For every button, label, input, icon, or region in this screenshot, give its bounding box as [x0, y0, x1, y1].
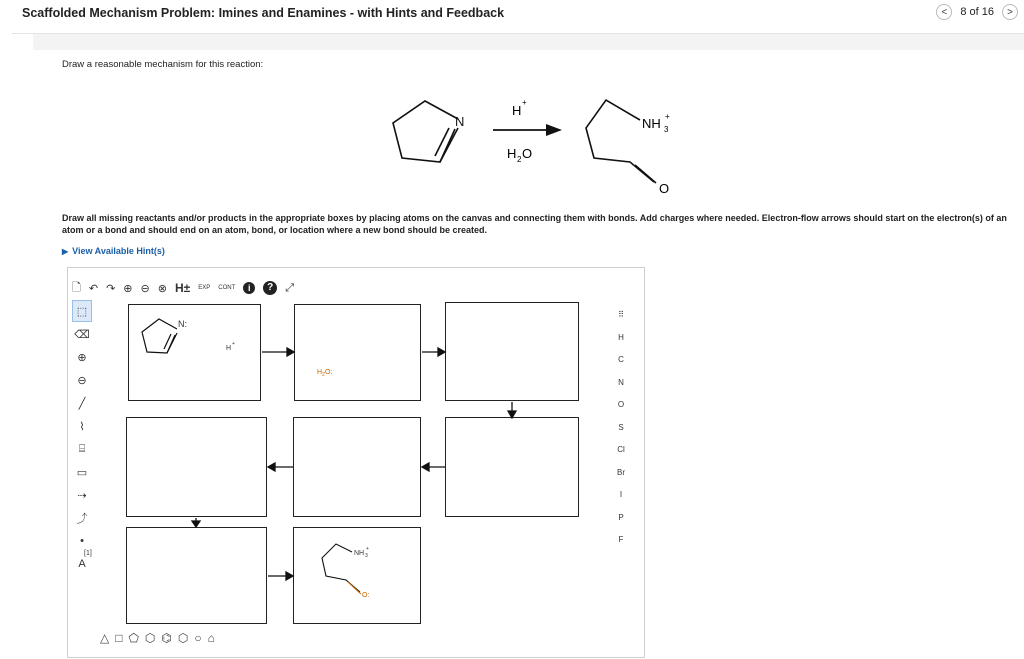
- atom-h[interactable]: H: [618, 332, 624, 342]
- product-structure: [586, 100, 656, 183]
- chain-tool-icon[interactable]: ⌇: [79, 420, 85, 433]
- atom-label-text: A: [78, 558, 86, 570]
- zoom-reset-icon[interactable]: ⊗: [157, 282, 167, 295]
- box8-amine: NH: [354, 550, 365, 557]
- instructions-text: Draw all missing reactants and/or products in the appropriate boxes by placing atoms on the canvas and connecting them with bonds. Add charges where needed. Electron-flow arrows should start on the electron(s) of an atom or a bond and should end on an atom, bond, or location where a new bond should be created.: [62, 213, 1007, 235]
- mechanism-box-4[interactable]: [126, 417, 267, 517]
- atom-p[interactable]: P: [618, 512, 624, 522]
- rectangle-tool-icon[interactable]: ▭: [76, 466, 88, 479]
- cycloheptane-icon[interactable]: ⬡: [177, 631, 189, 645]
- box2-water-sub: 2: [322, 372, 325, 378]
- single-bond-icon[interactable]: ╱: [78, 397, 86, 410]
- periodic-table-icon[interactable]: ⠿: [618, 310, 624, 319]
- reagent-acid: H: [512, 103, 522, 118]
- atom-list: [611, 304, 631, 552]
- box1-acid-charge: +: [232, 341, 235, 347]
- mechanism-editor[interactable]: [67, 267, 645, 658]
- redo-icon[interactable]: ↷: [106, 282, 116, 295]
- cyclopropane-icon[interactable]: △: [100, 631, 110, 645]
- atom-br[interactable]: Br: [617, 467, 625, 477]
- box1-nitrogen: N:: [178, 319, 187, 329]
- box1-pyrroline: [139, 315, 199, 365]
- eraser-tool-icon[interactable]: ⌫: [74, 328, 90, 341]
- atom-i[interactable]: I: [619, 490, 623, 499]
- benzene-icon[interactable]: ⌬: [161, 631, 172, 645]
- mechanism-box-5[interactable]: [293, 417, 421, 517]
- new-document-icon[interactable]: 🗋: [72, 281, 81, 294]
- cyclopentane-icon[interactable]: ⬠: [128, 631, 139, 645]
- left-toolbar: [72, 300, 98, 576]
- box8-amine-charge: +: [366, 546, 369, 552]
- cyclooctane-icon[interactable]: ○: [194, 631, 202, 645]
- reaction-scheme: [380, 90, 700, 200]
- editor-toolbar: [72, 278, 294, 298]
- box2-water-o: O:: [325, 369, 333, 376]
- mechanism-box-8[interactable]: [293, 527, 421, 624]
- atom-label-tool[interactable]: [72, 550, 92, 575]
- atom-label-superscript: [1]: [84, 550, 92, 557]
- box8-oxygen: O:: [362, 592, 370, 599]
- mechanism-box-3[interactable]: [445, 302, 579, 401]
- electron-arrow-icon[interactable]: ⇢: [77, 489, 87, 502]
- mechanism-box-7[interactable]: [126, 527, 267, 624]
- reagent-water-o: O: [522, 146, 533, 161]
- curved-arrow-icon[interactable]: ⤴: [76, 513, 88, 525]
- reagent-water-h: H: [507, 146, 517, 161]
- expand-button[interactable]: EXP: [198, 285, 211, 291]
- expand-triangle-icon: ▶: [62, 247, 69, 256]
- atom-c[interactable]: C: [618, 355, 624, 364]
- atom-n[interactable]: N: [618, 377, 624, 387]
- template-tool-icon[interactable]: ⌸: [78, 442, 86, 455]
- hint-link-label: View Available Hint(s): [72, 246, 165, 256]
- next-page-button[interactable]: >: [1002, 4, 1018, 20]
- mechanism-box-6[interactable]: [445, 417, 579, 517]
- explicit-hydrogens-button[interactable]: H±: [174, 281, 191, 295]
- info-icon[interactable]: i: [243, 282, 255, 294]
- pyrroline-structure: [393, 101, 458, 162]
- ring-templates: [100, 631, 215, 645]
- cyclohexane-icon[interactable]: ⬡: [144, 631, 156, 645]
- product-amine: NH: [642, 116, 661, 131]
- mechanism-box-2[interactable]: [294, 304, 421, 401]
- reagent-acid-charge: +: [522, 98, 527, 107]
- box1-acid: H: [226, 345, 232, 352]
- mechanism-box-1[interactable]: [128, 304, 261, 401]
- pager: [936, 4, 1018, 20]
- chair-icon[interactable]: ⌂: [207, 631, 215, 645]
- page-counter: 8 of 16: [960, 6, 994, 18]
- prev-page-button[interactable]: <: [936, 4, 952, 20]
- cyclobutane-icon[interactable]: □: [115, 631, 123, 645]
- atom-f[interactable]: F: [618, 535, 624, 544]
- help-icon[interactable]: ?: [263, 281, 277, 295]
- lone-pair-icon[interactable]: •: [80, 535, 84, 547]
- atom-o[interactable]: O: [617, 400, 625, 409]
- contract-button[interactable]: CONT: [218, 285, 236, 291]
- reagent-water-sub: 2: [517, 155, 522, 164]
- atom-cl[interactable]: Cl: [617, 445, 625, 454]
- box8-amine-sub: 3: [365, 553, 368, 559]
- plus-charge-icon[interactable]: ⊕: [77, 351, 87, 364]
- reaction-arrow-head: [546, 124, 562, 136]
- question-banner: [33, 34, 1024, 50]
- product-amine-charge: +: [665, 112, 670, 121]
- reactant-nitrogen: N: [455, 114, 465, 129]
- view-hints-link[interactable]: [62, 246, 165, 256]
- page-title: Scaffolded Mechanism Problem: Imines and Enamines - with Hints and Feedback: [22, 6, 505, 20]
- box2-water-h: H: [317, 369, 323, 376]
- zoom-in-icon[interactable]: ⊕: [123, 282, 133, 295]
- zoom-out-icon[interactable]: ⊖: [140, 282, 150, 295]
- select-tool-icon[interactable]: ⬚: [72, 300, 92, 322]
- product-oxygen: O: [659, 181, 670, 196]
- atom-s[interactable]: S: [618, 422, 624, 432]
- fullscreen-icon[interactable]: ⤢: [285, 281, 295, 294]
- undo-icon[interactable]: ↶: [88, 282, 99, 295]
- minus-charge-icon[interactable]: ⊖: [77, 374, 87, 387]
- question-prompt: Draw a reasonable mechanism for this reaction:: [62, 59, 264, 70]
- product-amine-sub: 3: [664, 125, 669, 134]
